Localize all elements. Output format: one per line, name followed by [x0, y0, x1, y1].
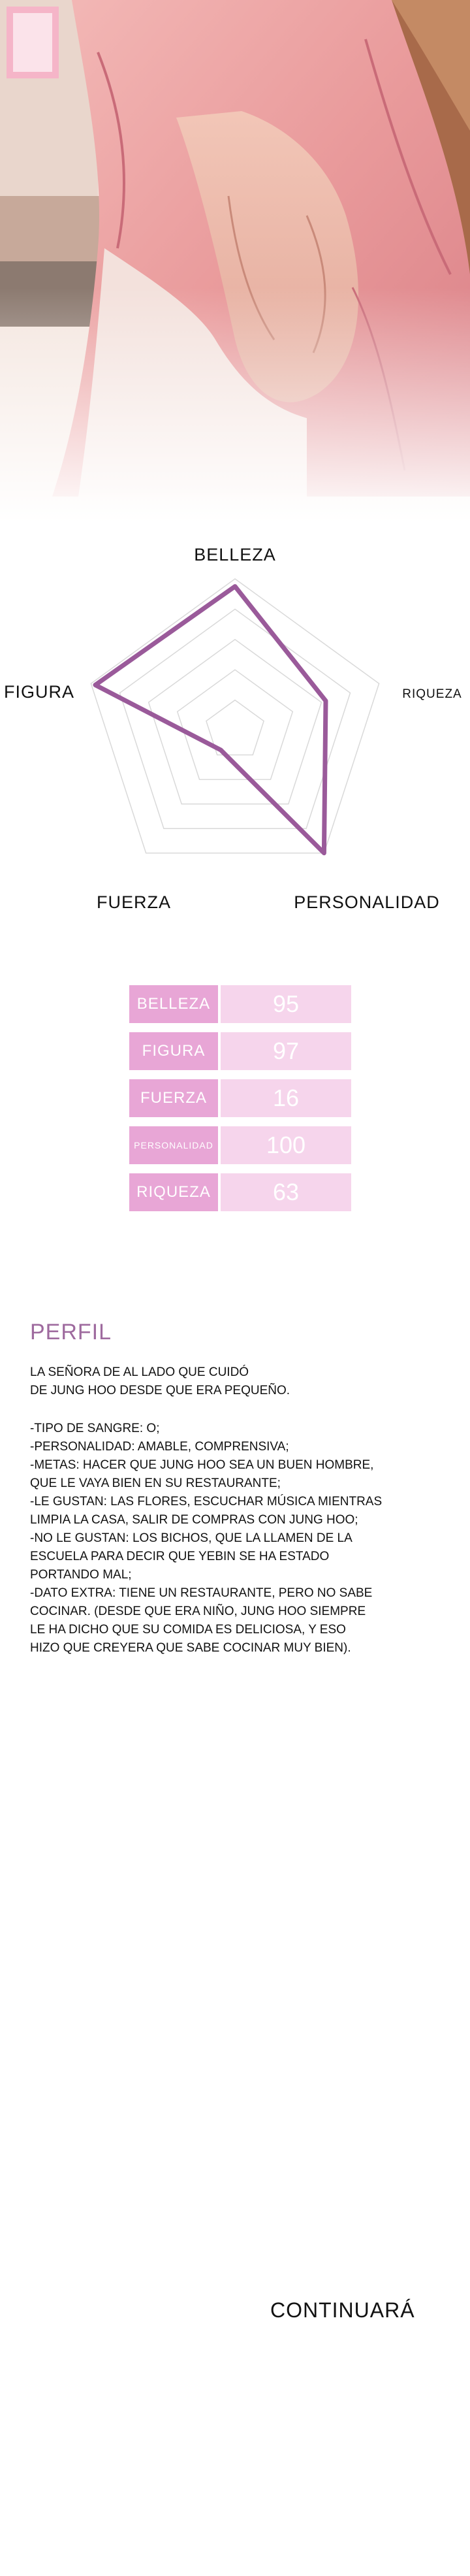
stat-name: RIQUEZA — [129, 1173, 218, 1211]
profile-line: LE HA DICHO QUE SU COMIDA ES DELICIOSA, Y ESO — [30, 1623, 346, 1637]
profile-line: COCINAR. (DESDE QUE ERA NIÑO, JUNG HOO SIEMPRE — [30, 1605, 366, 1618]
profile-line: DE JUNG HOO DESDE QUE ERA PEQUEÑO. — [30, 1384, 290, 1397]
profile-line: LIMPIA LA CASA, SALIR DE COMPRAS CON JUNG HOO; — [30, 1513, 358, 1527]
profile-line: -METAS: HACER QUE JUNG HOO SEA UN BUEN HOMBRE, — [30, 1458, 374, 1472]
profile-details — [30, 1420, 435, 1657]
stat-value: 63 — [221, 1173, 351, 1211]
stat-name: BELLEZA — [129, 985, 218, 1023]
stat-name: FIGURA — [129, 1032, 218, 1070]
stat-row-personality — [129, 1126, 351, 1164]
profile-line: LA SEÑORA DE AL LADO QUE CUIDÓ — [30, 1365, 249, 1379]
stat-row-wealth — [129, 1173, 351, 1211]
profile-line: PORTANDO MAL; — [30, 1568, 132, 1582]
profile-intro — [30, 1363, 435, 1400]
profile-line: QUE LE VAYA BIEN EN SU RESTAURANTE; — [30, 1476, 281, 1490]
radar-label-personality: PERSONALIDAD — [294, 892, 440, 912]
profile-line: -DATO EXTRA: TIENE UN RESTAURANTE, PERO NO SABE — [30, 1586, 373, 1600]
profile-line: -NO LE GUSTAN: LOS BICHOS, QUE LA LLAMEN DE LA — [30, 1531, 352, 1545]
stat-row-figure — [129, 1032, 351, 1070]
stat-value: 97 — [221, 1032, 351, 1070]
radar-grid-ring — [91, 579, 379, 853]
radar-grid — [91, 579, 379, 853]
profile-line: HIZO QUE CREYERA QUE SABE COCINAR MUY BIEN). — [30, 1641, 351, 1655]
stat-value: 100 — [221, 1126, 351, 1164]
profile-section — [30, 1320, 435, 1657]
profile-line: ESCUELA PARA DECIR QUE YEBIN SE HA ESTADO — [30, 1550, 330, 1563]
stat-value: 16 — [221, 1079, 351, 1117]
stats-radar-chart — [0, 523, 470, 941]
stat-name: FUERZA — [129, 1079, 218, 1117]
radar-label-strength: FUERZA — [97, 892, 171, 912]
profile-line: -PERSONALIDAD: AMABLE, COMPRENSIVA; — [30, 1440, 289, 1454]
profile-line: -LE GUSTAN: LAS FLORES, ESCUCHAR MÚSICA MIENTRAS — [30, 1495, 383, 1508]
profile-title: PERFIL — [30, 1320, 112, 1345]
stat-row-beauty — [129, 985, 351, 1023]
stats-table — [129, 985, 351, 1220]
radar-label-beauty: BELLEZA — [194, 545, 276, 564]
to-be-continued-text: CONTINUARÁ — [270, 2298, 415, 2322]
stat-name: PERSONALIDAD — [129, 1126, 218, 1164]
profile-line: -TIPO DE SANGRE: O; — [30, 1422, 160, 1435]
stat-row-strength — [129, 1079, 351, 1117]
stat-value: 95 — [221, 985, 351, 1023]
character-illustration — [0, 0, 470, 523]
radar-label-wealth: RIQUEZA — [402, 687, 462, 701]
radar-label-figure: FIGURA — [3, 682, 75, 702]
